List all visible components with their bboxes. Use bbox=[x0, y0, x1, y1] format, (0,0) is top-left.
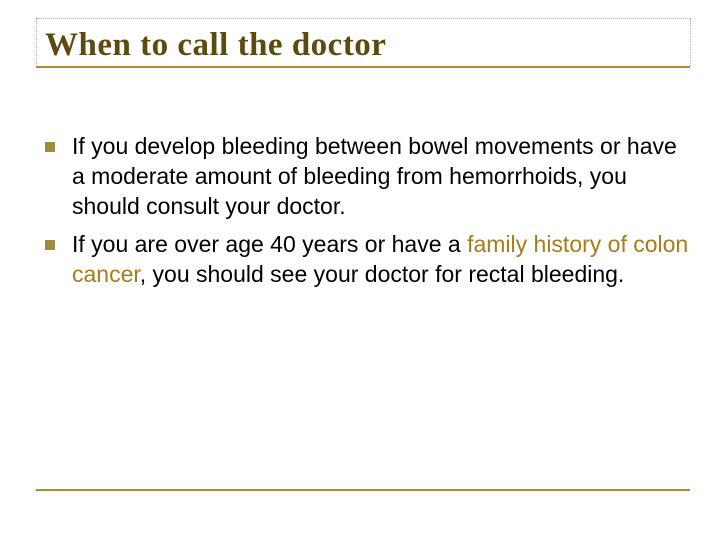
bullet-item bbox=[45, 131, 695, 221]
family-history-link[interactable]: family history of colon cancer bbox=[72, 231, 689, 287]
bullet-text-before-link: If you are over age 40 years or have a bbox=[72, 231, 468, 257]
square-bullet-icon bbox=[45, 240, 55, 250]
slide-title: When to call the doctor bbox=[45, 27, 387, 63]
right-border-rule bbox=[690, 18, 691, 66]
left-border-rule bbox=[36, 18, 37, 66]
bullet-text-after-link: , you should see your doctor for rectal bleeding. bbox=[139, 261, 625, 287]
square-bullet-icon bbox=[45, 142, 55, 152]
bottom-divider bbox=[36, 489, 690, 491]
bullet-item bbox=[45, 229, 695, 289]
bullet-list bbox=[45, 131, 695, 297]
bullet-text: If you develop bleeding between bowel movements or have a moderate amount of bleeding from hemorrhoids, you should consult your doctor. bbox=[72, 133, 677, 219]
title-divider bbox=[36, 66, 690, 68]
top-border-rule bbox=[36, 18, 690, 19]
